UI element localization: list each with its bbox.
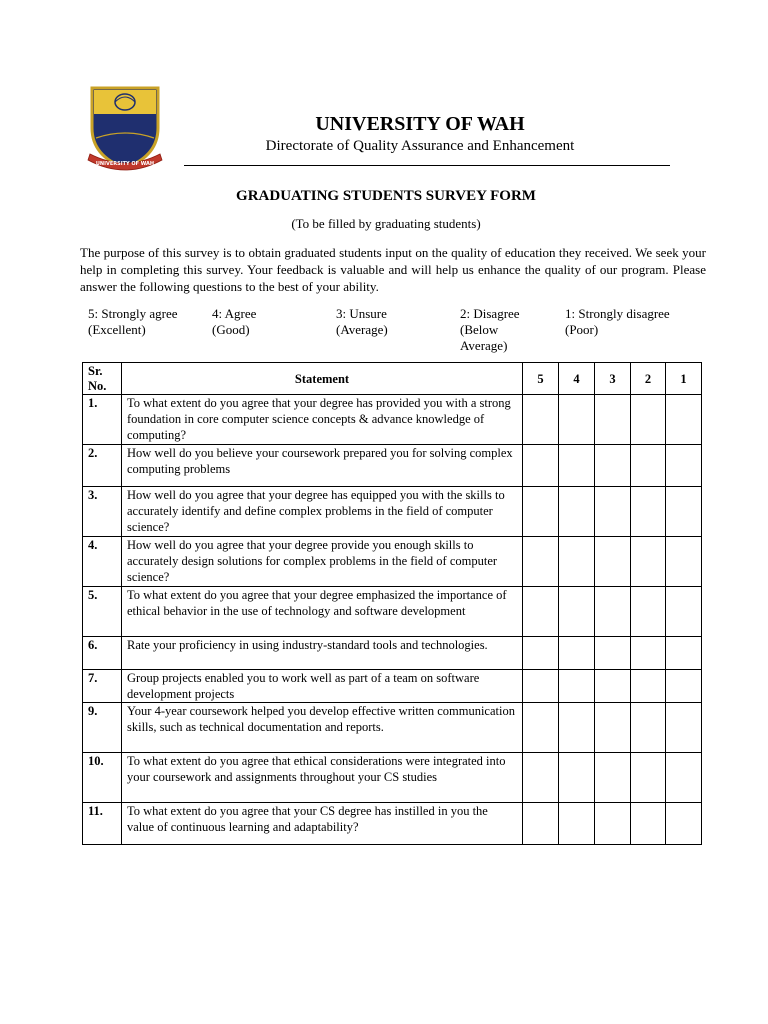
survey-table — [82, 362, 702, 845]
rating-cell-4[interactable] — [559, 753, 595, 803]
row-statement: Rate your proficiency in using industry-standard tools and technologies. — [122, 637, 523, 670]
intro-paragraph: The purpose of this survey is to obtain graduated students input on the quality of education they received. We seek your help in completing this survey. Your feedback is valuable and will help us enhance the quality of our program. Please answer the following questions to the best of your ability. — [80, 245, 706, 294]
rating-cell-2[interactable] — [631, 587, 666, 637]
rating-cell-3[interactable] — [595, 537, 631, 587]
rating-cell-2[interactable] — [631, 637, 666, 670]
row-number: 7. — [83, 670, 122, 703]
rating-cell-2[interactable] — [631, 395, 666, 445]
scale-item-4: 4: Agree (Good) — [212, 306, 257, 337]
rating-cell-3[interactable] — [595, 803, 631, 845]
row-number: 5. — [83, 587, 122, 637]
rating-cell-4[interactable] — [559, 537, 595, 587]
rating-cell-2[interactable] — [631, 537, 666, 587]
rating-cell-4[interactable] — [559, 703, 595, 753]
row-number: 6. — [83, 637, 122, 670]
rating-cell-5[interactable] — [523, 445, 559, 487]
rating-cell-4[interactable] — [559, 587, 595, 637]
rating-cell-1[interactable] — [666, 587, 702, 637]
header-rating-5: 5 — [523, 363, 559, 395]
table-row — [83, 395, 702, 445]
header-sr-no: Sr. No. — [83, 363, 122, 395]
row-statement: Your 4-year coursework helped you develop effective written communication skills, such as technical documentation and reports. — [122, 703, 523, 753]
rating-cell-1[interactable] — [666, 445, 702, 487]
row-statement: To what extent do you agree that your CS degree has instilled in you the value of continuous learning and adaptability? — [122, 803, 523, 845]
row-statement: How well do you agree that your degree provide you enough skills to accurately design solutions for complex problems in the field of computer science? — [122, 537, 523, 587]
table-row — [83, 637, 702, 670]
rating-cell-5[interactable] — [523, 395, 559, 445]
row-statement: How well do you believe your coursework prepared you for solving complex computing problems — [122, 445, 523, 487]
rating-cell-5[interactable] — [523, 670, 559, 703]
row-number: 2. — [83, 445, 122, 487]
header-rating-3: 3 — [595, 363, 631, 395]
rating-cell-2[interactable] — [631, 670, 666, 703]
table-row — [83, 670, 702, 703]
header-rating-4: 4 — [559, 363, 595, 395]
row-statement: To what extent do you agree that your degree emphasized the importance of ethical behavior in the use of technology and software development — [122, 587, 523, 637]
rating-cell-1[interactable] — [666, 703, 702, 753]
scale-item-3: 3: Unsure (Average) — [336, 306, 388, 337]
rating-cell-4[interactable] — [559, 487, 595, 537]
rating-cell-1[interactable] — [666, 537, 702, 587]
rating-cell-5[interactable] — [523, 637, 559, 670]
form-title: GRADUATING STUDENTS SURVEY FORM — [236, 188, 536, 204]
rating-cell-1[interactable] — [666, 637, 702, 670]
row-number: 9. — [83, 703, 122, 753]
form-subtitle: (To be filled by graduating students) — [291, 216, 481, 231]
rating-cell-1[interactable] — [666, 670, 702, 703]
table-row — [83, 445, 702, 487]
directorate-name: Directorate of Quality Assurance and Enhancement — [265, 138, 575, 154]
rating-cell-4[interactable] — [559, 670, 595, 703]
rating-cell-5[interactable] — [523, 487, 559, 537]
table-header-row — [83, 363, 702, 395]
rating-cell-5[interactable] — [523, 703, 559, 753]
rating-cell-3[interactable] — [595, 445, 631, 487]
rating-cell-3[interactable] — [595, 753, 631, 803]
table-row — [83, 587, 702, 637]
rating-cell-4[interactable] — [559, 395, 595, 445]
scale-item-5: 5: Strongly agree (Excellent) — [88, 306, 178, 337]
rating-cell-5[interactable] — [523, 587, 559, 637]
rating-cell-5[interactable] — [523, 537, 559, 587]
row-statement: Group projects enabled you to work well as part of a team on software development projects — [122, 670, 523, 703]
row-number: 4. — [83, 537, 122, 587]
rating-cell-2[interactable] — [631, 487, 666, 537]
rating-cell-3[interactable] — [595, 670, 631, 703]
table-row — [83, 537, 702, 587]
rating-cell-5[interactable] — [523, 803, 559, 845]
table-row — [83, 487, 702, 537]
rating-cell-3[interactable] — [595, 487, 631, 537]
rating-cell-1[interactable] — [666, 487, 702, 537]
row-number: 3. — [83, 487, 122, 537]
rating-cell-4[interactable] — [559, 803, 595, 845]
rating-cell-2[interactable] — [631, 753, 666, 803]
rating-cell-4[interactable] — [559, 637, 595, 670]
rating-cell-3[interactable] — [595, 587, 631, 637]
rating-cell-3[interactable] — [595, 637, 631, 670]
header-rating-2: 2 — [631, 363, 666, 395]
header-statement: Statement — [122, 363, 523, 395]
rating-cell-1[interactable] — [666, 803, 702, 845]
logo-ribbon-text: UNIVERSITY OF WAH — [95, 161, 155, 167]
table-row — [83, 803, 702, 845]
rating-cell-4[interactable] — [559, 445, 595, 487]
row-statement: How well do you agree that your degree has equipped you with the skills to accurately identify and define complex problems in the field of computer science? — [122, 487, 523, 537]
row-number: 10. — [83, 753, 122, 803]
rating-cell-2[interactable] — [631, 703, 666, 753]
header-divider — [184, 165, 670, 166]
scale-item-1: 1: Strongly disagree (Poor) — [565, 306, 670, 337]
row-statement: To what extent do you agree that your degree has provided you with a strong foundation in core computer science concepts & advance knowledge of computing? — [122, 395, 523, 445]
row-statement: To what extent do you agree that ethical considerations were integrated into your coursework and assignments throughout your CS studies — [122, 753, 523, 803]
university-name: UNIVERSITY OF WAH — [315, 113, 525, 135]
table-row — [83, 753, 702, 803]
scale-item-2: 2: Disagree (Below Average) — [460, 306, 520, 353]
table-row — [83, 703, 702, 753]
row-number: 11. — [83, 803, 122, 845]
rating-cell-2[interactable] — [631, 445, 666, 487]
row-number: 1. — [83, 395, 122, 445]
rating-cell-5[interactable] — [523, 753, 559, 803]
header-rating-1: 1 — [666, 363, 702, 395]
rating-cell-3[interactable] — [595, 395, 631, 445]
rating-cell-3[interactable] — [595, 703, 631, 753]
rating-cell-1[interactable] — [666, 395, 702, 445]
university-logo — [86, 84, 164, 174]
rating-cell-1[interactable] — [666, 753, 702, 803]
rating-cell-2[interactable] — [631, 803, 666, 845]
